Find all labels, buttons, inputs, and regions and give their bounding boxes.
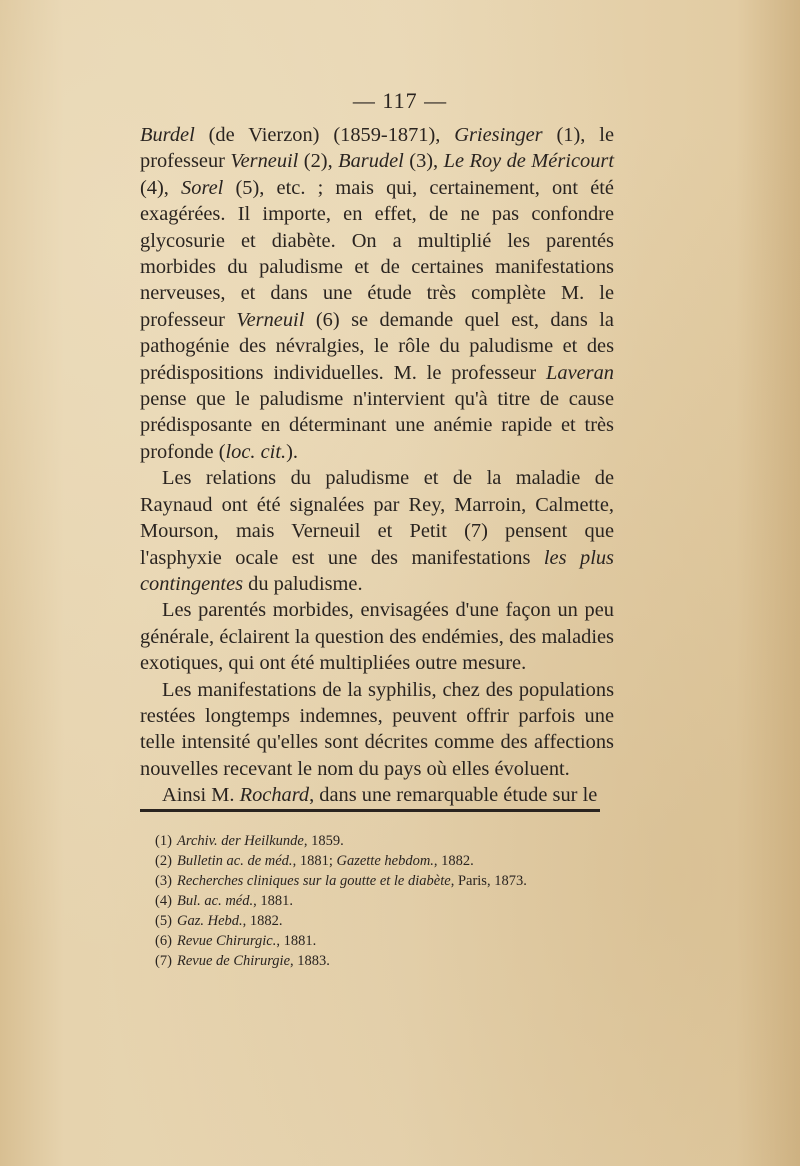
text-run: Les relations du paludisme et de la maladie de Raynaud ont été signalées par Rey, Marroin, Calmette, Mourson, mais Verneuil et Petit (7) pensent que l'asphyxie ocale est une des manifestations	[140, 467, 614, 569]
text-run: du paludisme.	[243, 572, 363, 595]
italic-text: Le Roy de Méricourt	[443, 150, 614, 173]
body-text	[140, 122, 614, 809]
italic-text: Revue Chirurgic.	[177, 933, 277, 949]
footnote-number: (7)	[155, 953, 172, 969]
text-run: , 1881;	[292, 853, 337, 869]
text-run: Les parentés morbides, envisagées d'une façon un peu générale, éclairent la question des endémies, des maladies exotiques, qui ont été multipliées outre mesure.	[140, 599, 614, 675]
italic-text: Barudel	[338, 150, 404, 173]
footnote	[155, 951, 615, 971]
paragraph	[140, 465, 614, 597]
footnote	[155, 931, 615, 951]
text-run: Les manifestations de la syphilis, chez des populations restées longtemps indemnes, peuvent offrir parfois une telle intensité qu'elles sont décrites comme des affections nouvelles recevant le nom du pays où elles évoluent.	[140, 678, 614, 780]
text-run: pense que le paludisme n'intervient qu'à titre de cause prédisposante en déterminant une anémie rapide et très profonde (	[140, 388, 614, 463]
italic-text: Gazette hebdom.	[336, 853, 434, 869]
text-run: , dans une remarquable étude sur le	[309, 784, 598, 807]
paragraph	[140, 597, 614, 676]
text-run: , Paris, 1873.	[450, 873, 527, 889]
italic-text: les plus contingentes	[140, 546, 614, 595]
footnote	[155, 831, 615, 851]
footnote-number: (6)	[155, 933, 172, 949]
text-run: Ainsi M.	[162, 784, 240, 807]
italic-text: Bulletin ac. de méd.	[177, 853, 293, 869]
text-run: (1), le professeur	[140, 124, 614, 173]
italic-text: Bul. ac. méd.	[177, 893, 254, 909]
italic-text: Sorel	[181, 176, 224, 199]
footnote-separator	[140, 809, 600, 812]
footnote-number: (1)	[155, 833, 172, 849]
italic-text: Archiv. der Heilkunde	[177, 833, 304, 849]
text-run: (6) se demande quel est, dans la pathogénie des névralgies, le rôle du paludisme et des prédispositions individuelles. M. le professeur	[140, 308, 614, 384]
text-run: , 1859.	[303, 833, 344, 849]
italic-text: Gaz. Hebd.	[177, 913, 243, 929]
footnotes	[155, 831, 615, 971]
footnote	[155, 851, 615, 871]
italic-text: Verneuil	[230, 150, 299, 173]
text-run: , 1881.	[253, 893, 293, 909]
footnote-number: (5)	[155, 913, 172, 929]
text-run: (5), etc. ; mais qui, certainement, ont été exagérées. Il importe, en effet, de ne pas confondre glycosurie et diabète. On a multiplié les parentés morbides du paludisme et de certaines manifestations nerveuses, et dans une étude très complète M. le professeur	[140, 176, 614, 331]
text-run: (3),	[403, 150, 444, 173]
footnote-number: (4)	[155, 893, 172, 909]
text-run: , 1882.	[242, 913, 283, 929]
footnote	[155, 891, 615, 911]
italic-text: loc. cit.	[225, 440, 287, 463]
italic-text: Revue de Chirurgie	[177, 953, 291, 969]
text-run: (2),	[298, 150, 339, 173]
italic-text: Burdel	[140, 124, 195, 146]
italic-text: Verneuil	[236, 308, 305, 331]
text-run: (de Vierzon) (1859-1871),	[194, 124, 455, 146]
text-run: , 1881.	[276, 933, 317, 949]
paragraph	[140, 122, 614, 465]
footnote	[155, 871, 615, 891]
footnote-number: (3)	[155, 873, 172, 889]
italic-text: Rochard	[239, 784, 310, 807]
paragraph	[140, 677, 614, 783]
italic-text: Recherches cliniques sur la goutte et le diabète	[177, 873, 451, 889]
text-run: , 1882.	[433, 853, 474, 869]
paragraph	[140, 782, 614, 808]
footnote	[155, 911, 615, 931]
footnote-number: (2)	[155, 853, 172, 869]
italic-text: Griesinger	[454, 124, 543, 146]
page-number: — 117 —	[352, 88, 448, 113]
text-run: (4),	[140, 176, 182, 199]
text-run: , 1883.	[290, 953, 330, 969]
italic-text: Laveran	[546, 361, 614, 384]
text-run: ).	[286, 440, 298, 463]
